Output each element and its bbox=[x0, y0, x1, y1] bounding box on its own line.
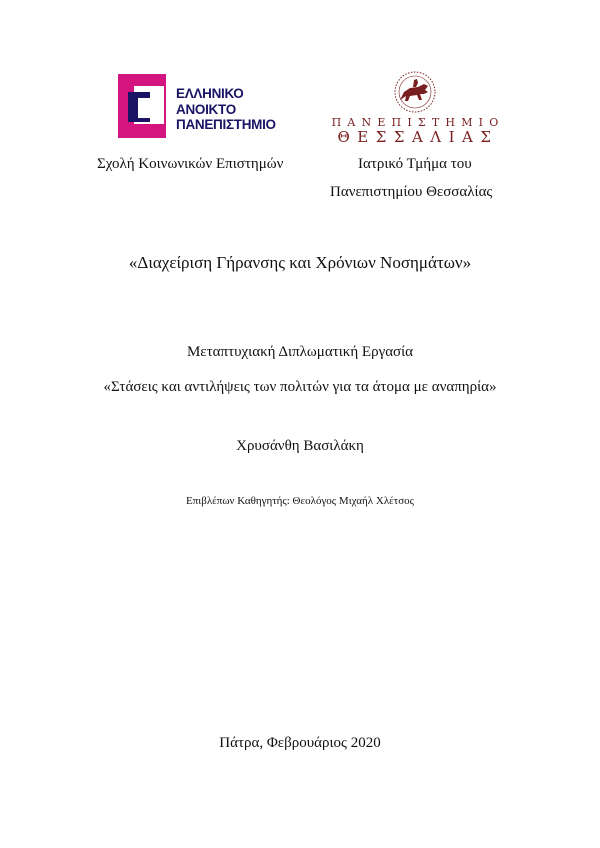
school-name: Σχολή Κοινωνικών Επιστημών bbox=[97, 156, 284, 172]
eap-emblem-icon bbox=[112, 72, 176, 140]
uth-wordmark-line1: ΠΑΝΕΠΙΣΤΗΜΙΟ bbox=[331, 116, 505, 129]
university-of-thessaly-logo bbox=[325, 70, 511, 146]
program-title: «Διαχείριση Γήρανσης και Χρόνιων Νοσημάτων» bbox=[128, 253, 472, 272]
uth-wordmark-line2: ΘΕΣΣΑΛΙΑΣ bbox=[337, 128, 499, 146]
place-date: Πάτρα, Φεβρουάριος 2020 bbox=[219, 735, 381, 751]
department-line2: Πανεπιστημίου Θεσσαλίας bbox=[330, 184, 493, 200]
thesis-title: «Στάσεις και αντιλήψεις των πολιτών για τα άτομα με αναπηρία» bbox=[103, 379, 497, 395]
hellenic-open-university-logo bbox=[112, 72, 292, 140]
eap-wordmark: ΕΛΛΗΝΙΚΟ ΑΝΟΙΚΤΟ ΠΑΝΕΠΙΣΤΗΜΙΟ bbox=[176, 86, 276, 132]
supervisor: Επιβλέπων Καθηγητής: Θεολόγος Μιχαήλ Χλέτσος bbox=[185, 495, 414, 507]
department-line1: Ιατρικό Τμήμα του bbox=[358, 156, 472, 172]
thesis-type: Μεταπτυχιακή Διπλωματική Εργασία bbox=[186, 344, 414, 360]
author-name: Χρυσάνθη Βασιλάκη bbox=[236, 438, 364, 454]
horse-rider-emblem-icon bbox=[380, 70, 450, 114]
